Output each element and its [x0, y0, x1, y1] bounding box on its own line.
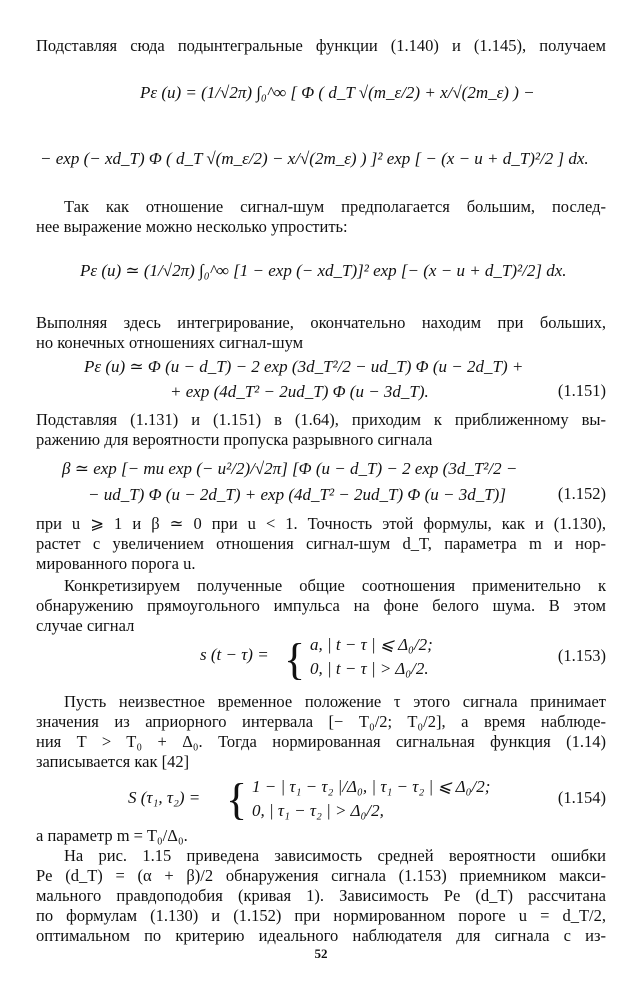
text-line: Подставляя сюда подынтегральные функции (1.140) и (1.145), получаем — [36, 36, 606, 55]
text-line: нее выражение можно несколько упростить: — [36, 217, 348, 236]
text-line: мированного порога u. — [36, 554, 196, 573]
equation-number: (1.152) — [557, 484, 606, 503]
equation-line: − ud_T) Φ (u − 2d_T) + exp (4d_T² − 2ud_T) Φ (u − 3d_T)] — [88, 485, 506, 504]
text-line: обнаружению прямоугольного импульса на фоне белого шума. В этом — [36, 596, 606, 615]
text-line: ния T > T₀ + Δ₀. Тогда нормированная сигнальная функция (1.14) — [36, 732, 606, 751]
equation-line: Pε (u) ≃ (1/√2π) ∫₀^∞ [1 − exp (− xd_T)]² exp [− (x − u + d_T)²/2] dx. — [80, 261, 567, 280]
left-brace: { — [284, 635, 306, 684]
text-line: значения из априорного интервала [− T₀/2; T₀/2], а время наблюде- — [36, 712, 606, 731]
equation-line: + exp (4d_T² − 2ud_T) Φ (u − 3d_T). — [170, 382, 429, 401]
left-brace: { — [226, 775, 248, 824]
equation-case: 0, | t − τ | > Δ₀/2. — [310, 659, 429, 678]
equation-number: (1.151) — [557, 381, 606, 400]
text-line: Конкретизируем полученные общие соотношения применительно к — [64, 576, 606, 595]
equation-lhs: s (t − τ) = — [200, 645, 269, 664]
text-line: записывается как [42] — [36, 752, 190, 771]
equation-line: Pε (u) ≃ Φ (u − d_T) − 2 exp (3d_T²/2 − ud_T) Φ (u − 2d_T) + — [84, 357, 524, 376]
equation-case: 1 − | τ₁ − τ₂ |/Δ₀, | τ₁ − τ₂ | ⩽ Δ₀/2; — [252, 777, 491, 796]
equation-line: β ≃ exp [− mu exp (− u²/2)/√2π] [Φ (u − d_T) − 2 exp (3d_T²/2 − — [62, 459, 518, 478]
equation-lhs: S (τ₁, τ₂) = — [128, 788, 201, 807]
text-line: растет с увеличением отношения сигнал-шум d_T, параметра m и нор- — [36, 534, 606, 553]
text-line: оптимальном по критерию идеального наблюдателя для сигнала с из- — [36, 926, 606, 945]
text-line: Pe (d_T) = (α + β)/2 обнаружения сигнала (1.153) приемником макси- — [36, 866, 606, 885]
equation-number: (1.153) — [557, 646, 606, 665]
text-line: случае сигнал — [36, 616, 135, 635]
equation-number: (1.154) — [557, 788, 606, 807]
equation-line: Pε (u) = (1/√2π) ∫₀^∞ [ Φ ( d_T √(m_ε/2) + x/√(2m_ε) ) − — [140, 83, 535, 102]
text-line: На рис. 1.15 приведена зависимость средней вероятности ошибки — [64, 846, 606, 865]
equation-line: − exp (− xd_T) Φ ( d_T √(m_ε/2) − x/√(2m_ε) ) ]² exp [ − (x − u + d_T)²/2 ] dx. — [40, 149, 589, 168]
page-number: 52 — [314, 946, 328, 961]
text-line: ражению для вероятности пропуска разрывного сигнала — [36, 430, 433, 449]
text-line: мального правдоподобия (кривая 1). Зависимость Pe (d_T) рассчитана — [36, 886, 606, 905]
text-line: Пусть неизвестное временное положение τ этого сигнала принимает — [64, 692, 606, 711]
text-line: но конечных отношениях сигнал-шум — [36, 333, 304, 352]
text-line: при u ⩾ 1 и β ≃ 0 при u < 1. Точность этой формулы, как и (1.130), — [36, 514, 606, 533]
text-line: Так как отношение сигнал-шум предполагается большим, послед- — [64, 197, 606, 216]
text-line: по формулам (1.130) и (1.152) при нормированном пороге u = d_T/2, — [36, 906, 606, 925]
equation-case: a, | t − τ | ⩽ Δ₀/2; — [310, 635, 433, 654]
equation-case: 0, | τ₁ − τ₂ | > Δ₀/2, — [252, 801, 384, 820]
text-line: а параметр m = T₀/Δ₀. — [36, 826, 188, 845]
text-line: Выполняя здесь интегрирование, окончательно находим при больших, — [36, 313, 606, 332]
text-line: Подставляя (1.131) и (1.151) в (1.64), приходим к приближенному вы- — [36, 410, 606, 429]
